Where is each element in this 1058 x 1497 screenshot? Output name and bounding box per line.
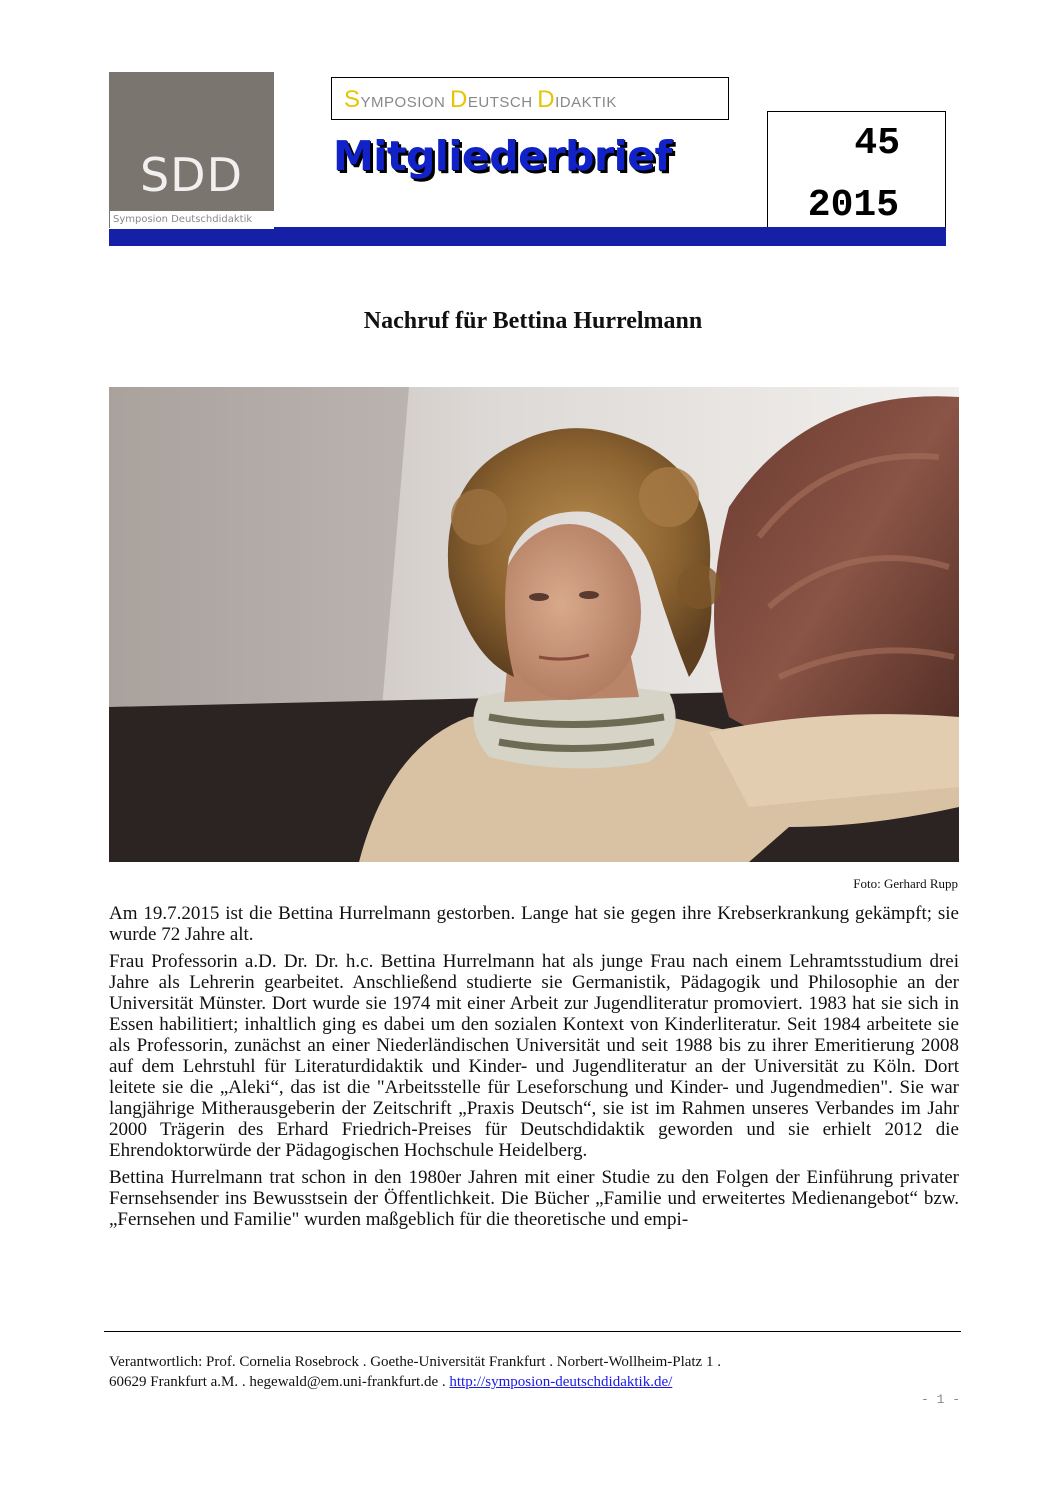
initial-d1: D xyxy=(450,86,468,113)
logo-subtitle: Symposion Deutschdidaktik xyxy=(109,211,274,228)
article-title: Nachruf für Bettina Hurrelmann xyxy=(363,308,703,334)
footer-address xyxy=(109,1374,672,1391)
word-ymposion: YMPOSION xyxy=(360,94,451,111)
page-number: - 1 - xyxy=(920,1392,960,1407)
word-idaktik: IDAKTIK xyxy=(555,94,617,111)
photo-caption: Foto: Gerhard Rupp xyxy=(853,876,958,891)
issue-box xyxy=(767,111,946,229)
portrait-photo xyxy=(109,387,959,862)
symposion-title-box xyxy=(331,77,729,120)
website-link[interactable]: http://symposion-deutschdidaktik.de/ xyxy=(449,1374,673,1390)
logo-text: SDD xyxy=(139,148,244,202)
sdd-logo xyxy=(109,72,274,227)
issue-number: 45 xyxy=(854,122,900,165)
initial-d2: D xyxy=(537,86,556,113)
initial-s: S xyxy=(344,86,361,113)
issue-year: 2015 xyxy=(807,184,899,227)
footer-address-text: 60629 Frankfurt a.M. . hegewald@em.uni-frankfurt.de . xyxy=(109,1374,450,1390)
footer-rule xyxy=(104,1331,961,1332)
footer-responsible: Verantwortlich: Prof. Cornelia Rosebrock . Goethe-Universität Frankfurt . Norbert-Wollheim-Platz 1 . xyxy=(109,1354,721,1370)
paragraph: Am 19.7.2015 ist die Bettina Hurrelmann gestorben. Lange hat sie gegen ihre Krebserkrankung gekämpft; sie wurde 72 Jahre alt. xyxy=(109,903,959,945)
article-body xyxy=(109,903,959,1236)
newsletter-title: Mitgliederbrief xyxy=(333,132,672,180)
word-eutsch: EUTSCH xyxy=(467,94,538,111)
paragraph: Bettina Hurrelmann trat schon in den 1980er Jahren mit einer Studie zu den Folgen der Einführung privater Fernsehsender ins Bewusstsein der Öffentlichkeit. Die Bücher „Familie und erweitertes Medienangebot“ bzw. „Fernsehen und Familie" wurden maßgeblich für die theoretische und empi- xyxy=(109,1167,959,1230)
header-rule xyxy=(109,229,946,246)
paragraph: Frau Professorin a.D. Dr. Dr. h.c. Bettina Hurrelmann hat als junge Frau nach einem Lehramtsstudium drei Jahre als Lehrerin gearbeitet. Anschließend studierte sie Germanistik, Pädagogik und Philosophie an der Universität Münster. Dort wurde sie 1974 mit einer Arbeit zur Jugendliteratur promoviert. 1983 hat sie sich in Essen habilitiert; inhaltlich ging es dabei um den sozialen Kontext von Kinderliteratur. Seit 1984 arbeitete sie als Professorin, zunächst an einer Niederländischen Universität und seit 1988 bis zu ihrer Emeritierung 2008 auf dem Lehrstuhl für Literaturdidaktik und Kinder- und Jugendliteratur an der Universität zu Köln. Dort leitete sie die „Aleki“, das ist die "Arbeitsstelle für Leseforschung und Kinder- und Jugendmedien". Sie war langjährige Mitherausgeberin der Zeitschrift „Praxis Deutsch“, sie ist im Rahmen unseres Verbandes im Jahr 2000 Trägerin des Erhard Friedrich-Preises für Deutschdidaktik geworden und sie erhielt 2012 die Ehrendoktorwürde der Pädagogischen Hochschule Heidelberg. xyxy=(109,951,959,1161)
